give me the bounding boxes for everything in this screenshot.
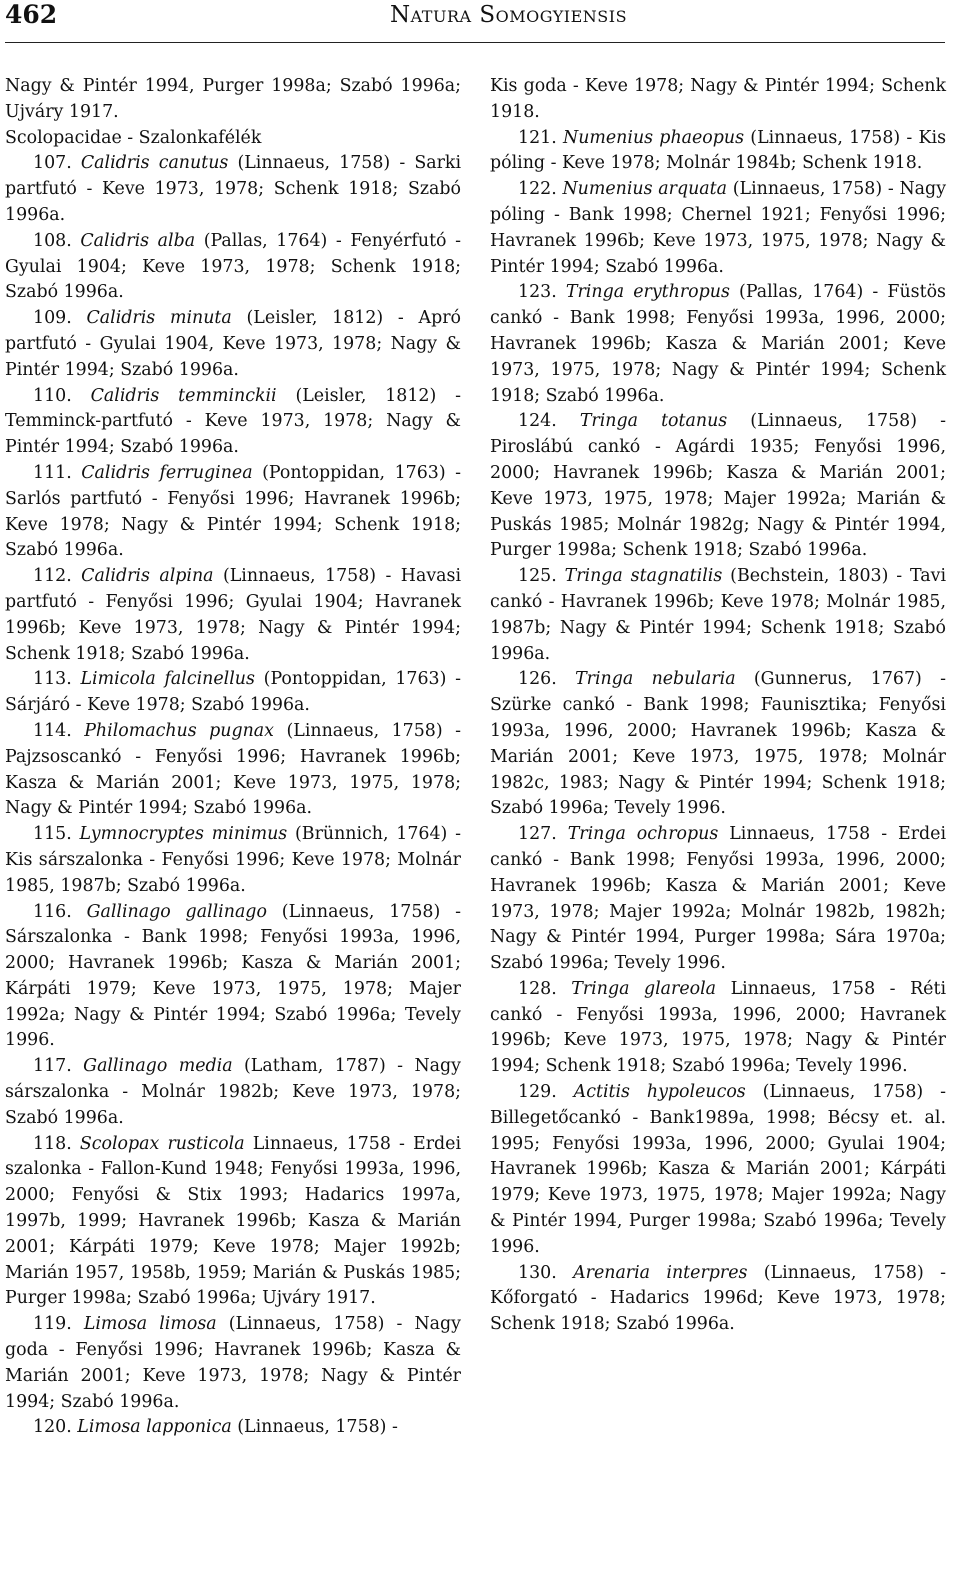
species-entry: 116. Gallinago gallinago (Linnaeus, 1758) - Sárszalonka - Bank 1998; Fenyősi 1993a, 1996, 2000; Havranek 1996b; Kasza & Marián 2001; Kárpáti 1979; Keve 1973, 1975, 1978; Majer 1992a; Nagy & Pintér 1994; Szabó 1996a; Tevely 1996. (5, 901, 462, 1051)
species-entry: 126. Tringa nebularia (Gunnerus, 1767) - Szürke cankó - Bank 1998; Faunisztika; Fenyősi 1993a, 1996, 2000; Havranek 1996b; Kasza & Marián 2001; Keve 1973, 1975, 1978; Molnár 1982c, 1983; Nagy & Pintér 1994; Schenk 1918; Szabó 1996a; Tevely 1996. (490, 669, 946, 819)
species-entry: 118. Scolopax rusticola Linnaeus, 1758 - Erdei szalonka - Fallon-Kund 1948; Fenyősi 1993a, 1996, 2000; Fenyősi & Stix 1993; Hadarics 1997a, 1997b, 1999; Havranek 1996b; Kasza & Marián 2001; Kárpáti 1979; Keve 1978; Majer 1992b; Marián 1957, 1958b, 1959; Marián & Puskás 1985; Purger 1998a; Szabó 1996a; Ujváry 1917. (5, 1133, 462, 1309)
running-title: Natura Somogyiensis (390, 2, 628, 28)
page-header (5, 0, 945, 44)
header-rule (5, 42, 945, 43)
species-entry: 122. Numenius arquata (Linnaeus, 1758) - Nagy póling - Bank 1998; Chernel 1921; Fenyősi 1996; Havranek 1996b; Keve 1973, 1975, 1978; Nagy & Pintér 1994; Szabó 1996a. (490, 179, 947, 277)
species-entry: 110. Calidris temminckii (Leisler, 1812) - Temminck-partfutó - Keve 1973, 1978; Nagy & Pintér 1994; Szabó 1996a. (5, 385, 461, 458)
species-entry: 113. Limicola falcinellus (Pontoppidan, 1763) - Sárjáró - Keve 1978; Szabó 1996a. (5, 669, 461, 716)
species-entry: 124. Tringa totanus (Linnaeus, 1758) - Piroslábú cankó - Agárdi 1935; Fenyősi 1996, 2000; Havranek 1996b; Kasza & Marián 2001; Keve 1973, 1975, 1978; Majer 1992a; Marián & Puskás 1985; Molnár 1982g; Nagy & Pintér 1994, Purger 1998a; Schenk 1918; Szabó 1996a. (490, 411, 946, 561)
species-entry: 121. Numenius phaeopus (Linnaeus, 1758) - Kis póling - Keve 1978; Molnár 1984b; Schenk 1918. (490, 127, 947, 174)
species-entry: 119. Limosa limosa (Linnaeus, 1758) - Nagy goda - Fenyősi 1996; Havranek 1996b; Kasza & Marián 2001; Keve 1973, 1978; Nagy & Pintér 1994; Szabó 1996a. (5, 1314, 462, 1412)
species-entry: 115. Lymnocryptes minimus (Brünnich, 1764) - Kis sárszalonka - Fenyősi 1996; Keve 1978; Molnár 1985, 1987b; Szabó 1996a. (5, 824, 462, 896)
species-entry: 107. Calidris canutus (Linnaeus, 1758) - Sarki partfutó - Keve 1973, 1978; Schenk 1918; Szabó 1996a. (5, 153, 462, 225)
species-entry: 114. Philomachus pugnax (Linnaeus, 1758) - Pajzsoscankó - Fenyősi 1996; Havranek 1996b; Kasza & Marián 2001; Keve 1973, 1975, 1978; Nagy & Pintér 1994; Szabó 1996a. (5, 720, 462, 819)
page-number: 462 (5, 0, 58, 29)
right-column (490, 74, 946, 1338)
species-entry: 109. Calidris minuta (Leisler, 1812) - Apró partfutó - Gyulai 1904, Keve 1973, 1978; Nagy & Pintér 1994; Szabó 1996a. (5, 308, 462, 380)
continuation-text: Kis goda - Keve 1978; Nagy & Pintér 1994; Schenk 1918. (490, 76, 946, 122)
species-entry: 127. Tringa ochropus Linnaeus, 1758 - Erdei cankó - Bank 1998; Fenyősi 1993a, 1996, 2000; Havranek 1996b; Kasza & Marián 2001; Keve 1973, 1978; Majer 1992a; Molnár 1982b, 1982h; Nagy & Pintér 1994, Purger 1998a; Sára 1970a; Szabó 1996a; Tevely 1996. (490, 824, 947, 974)
species-entry: 123. Tringa erythropus (Pallas, 1764) - Füstös cankó - Bank 1998; Fenyősi 1993a, 1996, 2000; Havranek 1996b; Kasza & Marián 2001; Keve 1973, 1975, 1978; Nagy & Pintér 1994; Schenk 1918; Szabó 1996a. (490, 282, 946, 406)
continuation-text: Nagy & Pintér 1994, Purger 1998a; Szabó 1996a; Ujváry 1917. (5, 76, 461, 122)
left-column (5, 74, 461, 1441)
species-entry: 111. Calidris ferruginea (Pontoppidan, 1763) - Sarlós partfutó - Fenyősi 1996; Havranek 1996b; Keve 1978; Nagy & Pintér 1994; Schenk 1918; Szabó 1996a. (5, 462, 461, 561)
species-entry: 128. Tringa glareola Linnaeus, 1758 - Réti cankó - Fenyősi 1993a, 1996, 2000; Havranek 1996b; Keve 1973, 1975, 1978; Nagy & Pintér 1994; Schenk 1918; Szabó 1996a; Tevely 1996. (490, 978, 947, 1077)
species-entry: 129. Actitis hypoleucos (Linnaeus, 1758) - Billegetőcankó - Bank1989a, 1998; Bécsy et. al. 1995; Fenyősi 1993a, 1996, 2000; Gyulai 1904; Havranek 1996b; Kasza & Marián 2001; Kárpáti 1979; Keve 1973, 1975, 1978; Majer 1992a; Nagy & Pintér 1994, Purger 1998a; Szabó 1996a; Tevely 1996. (490, 1082, 946, 1257)
species-entry: 130. Arenaria interpres (Linnaeus, 1758) - Kőforgató - Hadarics 1996d; Keve 1973, 1978; Schenk 1918; Szabó 1996a. (490, 1262, 946, 1335)
species-entry: 108. Calidris alba (Pallas, 1764) - Fenyérfutó - Gyulai 1904; Keve 1973, 1978; Schenk 1918; Szabó 1996a. (5, 230, 461, 303)
species-entry: 120. Limosa lapponica (Linnaeus, 1758) - (33, 1417, 398, 1438)
species-entry: 112. Calidris alpina (Linnaeus, 1758) - Havasi partfutó - Fenyősi 1996; Gyulai 1904; Havranek 1996b; Keve 1973, 1978; Nagy & Pintér 1994; Schenk 1918; Szabó 1996a. (5, 566, 462, 664)
species-entry: 117. Gallinago media (Latham, 1787) - Nagy sárszalonka - Molnár 1982b; Keve 1973, 1978; Szabó 1996a. (5, 1056, 462, 1128)
family-heading: Scolopacidae - Szalonkafélék (5, 127, 262, 148)
species-entry: 125. Tringa stagnatilis (Bechstein, 1803) - Tavi cankó - Havranek 1996b; Keve 1978; Molnár 1985, 1987b; Nagy & Pintér 1994; Schenk 1918; Szabó 1996a. (490, 566, 947, 664)
